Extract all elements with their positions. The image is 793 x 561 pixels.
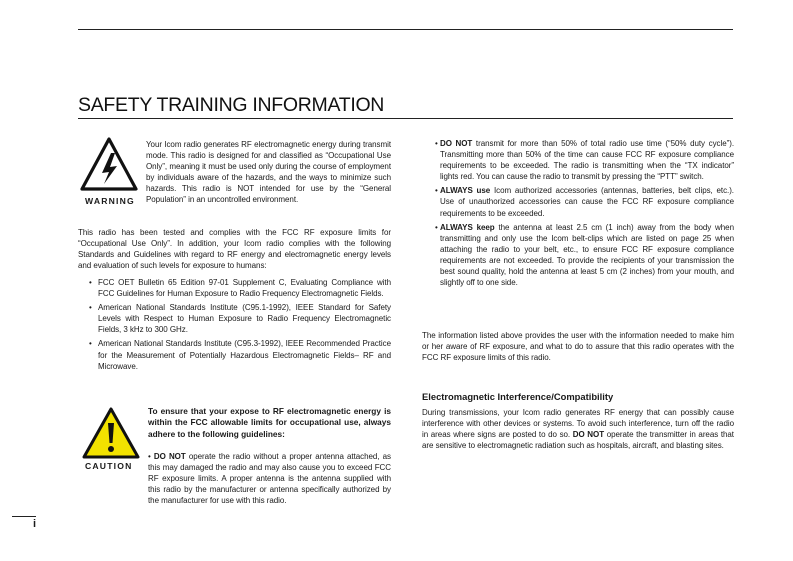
emi-paragraph: During transmissions, your Icom radio generates RF energy that can possibly cause interference with other devices or systems. To avoid such interference, turn off the radio in areas where signs are posted to do so. DO NOT operate the transmitter in areas that are sensitive to electromagnetic radiation such as hospitals, aircraft, and blasting sites. [422,408,734,451]
caution-symbol [82,407,142,477]
warning-label: WARNING [85,196,135,206]
bullet-icon: • [89,303,92,313]
page-number-rule [12,516,36,517]
bullet-icon: • [89,339,92,349]
warning-text: Your Icom radio generates RF electromagnetic energy during transmit mode. This radio is designed for and classified as “Occupational Use Only”, meaning it must be used only during the course of employment by individuals aware of the hazards, and the ways to minimize such hazards. This radio is NOT intended for use by the “General Population” in an uncontrolled environment. [146,140,391,205]
bullet-icon: • [148,452,154,461]
bullet-icon: • [435,139,438,148]
bullet-icon: • [435,222,438,232]
list-item: • American National Standards Institute (C95.3-1992), IEEE Recommended Practice for the Measurement of Potentially Hazardous Electromagnetic Fields– RF and Microwave. [89,339,391,371]
page-title: SAFETY TRAINING INFORMATION [78,94,385,116]
info-paragraph: The information listed above provides the user with the information needed to make him or her aware of RF exposure, and what to do to assure that this radio operates with the FCC RF exposure limits of this radio. [422,331,734,363]
standards-list [89,277,391,372]
warning-symbol [80,136,138,210]
caution-first-paragraph: • DO NOT operate the radio without a proper antenna attached, as this may damaged the radio and may also cause you to exceed FCC RF exposure limits. A proper antenna is the antenna supplied with this radio by the manufacturer or antenna specifically authorized by the manufacturer for use with this radio. [148,452,391,506]
intro-paragraph: This radio has been tested and complies with the FCC RF exposure limits for “Occupational Use Only”. In addition, your Icom radio complies with the following Standards and Guidelines with regard to RF energy and electromagnetic energy levels and evaluation of such levels for exposure to humans: [78,228,391,271]
list-item: • ALWAYS use Icom authorized accessories (antennas, batteries, belt clips, etc.). Use of unauthorized accessories can cause the FCC RF exposure compliance requirements to be exceeded. [435,186,734,218]
list-item: • FCC OET Bulletin 65 Edition 97-01 Supplement C, Evaluating Compliance with FCC Guidelines for Human Exposure to Radio Frequency Electromagnetic Fields. [89,278,391,299]
list-item: • DO NOT transmit for more than 50% of total radio use time (“50% duty cycle”). Transmitting more than 50% of the time can cause FCC RF exposure compliance requirements to be exceeded. The radio is transmitting when the “TX indicator” lights red. You can cause the radio to transmit by pressing the “PTT” switch. [435,139,734,182]
list-item: • American National Standards Institute (C95.1-1992), IEEE Standard for Safety Levels with Respect to Human Exposure to Radio Frequency Electromagnetic Fields, 3 kHz to 300 GHz. [89,303,391,335]
emi-heading: Electromagnetic Interference/Compatibility [422,391,614,402]
list-item: • ALWAYS keep the antenna at least 2.5 cm (1 inch) away from the body when transmitting and only use the Icom belt-clips which are listed on page 25 when attaching the radio to your belt, etc., to ensure FCC RF exposure compliance requirements are not exceeded. To provide the recipients of your transmission the best sound quality, hold the antenna at least 5 cm (2 inches) from your mouth, and slightly off to one side. [435,222,734,288]
caution-label: CAUTION [85,461,133,471]
bullet-icon: • [435,186,438,196]
high-voltage-warning-icon [80,136,138,192]
title-rule [78,118,733,119]
right-bullets [435,138,734,288]
exclamation-caution-icon [82,407,140,459]
page-number: i [33,518,37,530]
top-rule [78,29,733,30]
bullet-icon: • [89,278,92,287]
caution-heading: To ensure that your expose to RF electromagnetic energy is within the FCC allowable limits for occupational use, always adhere to the following guidelines: [148,406,391,439]
